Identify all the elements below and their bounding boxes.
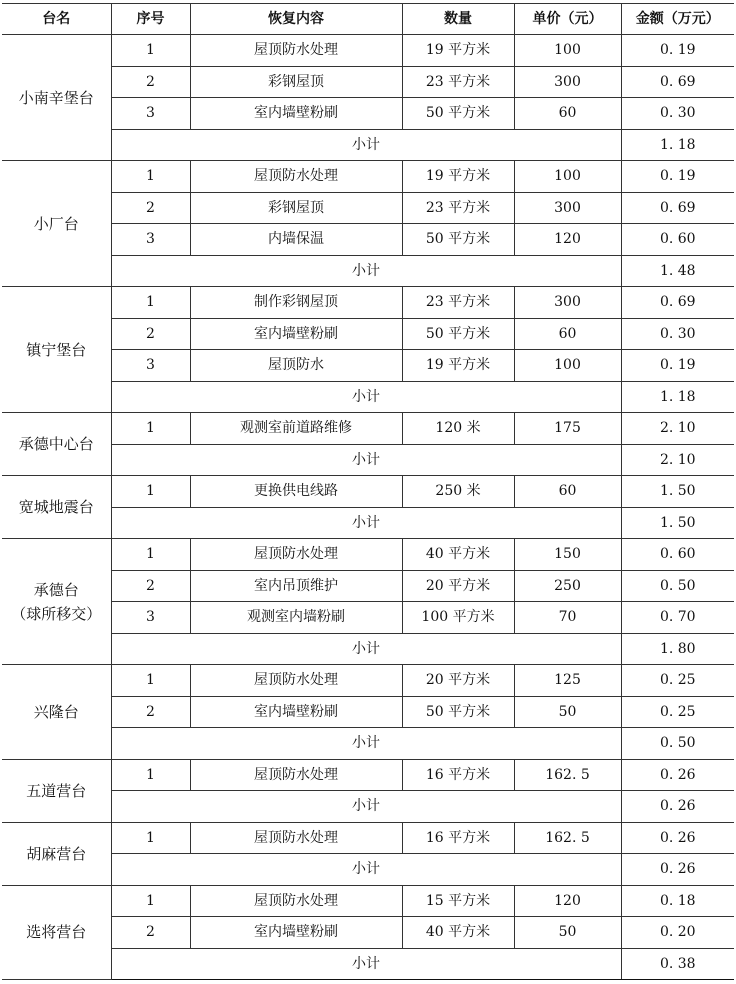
item-amount: 0. 30: [621, 318, 734, 350]
item-quantity: 16 平方米: [402, 759, 514, 791]
table-row: [2, 318, 734, 350]
item-unit-price: 60: [514, 476, 621, 508]
item-content: 室内吊顶维护: [190, 570, 402, 602]
station-name-cell: [2, 161, 111, 287]
item-quantity: 40 平方米: [402, 539, 514, 571]
item-unit-price: 162. 5: [514, 759, 621, 791]
item-amount: 0. 69: [621, 66, 734, 98]
subtotal-label: 小计: [111, 255, 621, 287]
item-content: 屋顶防水处理: [190, 665, 402, 697]
item-number: 3: [111, 224, 190, 256]
station-name: 小南辛堡台: [18, 88, 94, 107]
item-quantity: 50 平方米: [402, 98, 514, 130]
item-content: 内墙保温: [190, 224, 402, 256]
station-name-cell: [2, 476, 111, 539]
table-row: [2, 696, 734, 728]
item-amount: 0. 60: [621, 224, 734, 256]
item-unit-price: 300: [514, 192, 621, 224]
item-unit-price: 100: [514, 161, 621, 193]
item-quantity: 120 米: [402, 413, 514, 445]
item-number: 1: [111, 885, 190, 917]
subtotal-row: [2, 791, 734, 823]
item-unit-price: 125: [514, 665, 621, 697]
table-row: [2, 759, 734, 791]
item-number: 3: [111, 98, 190, 130]
item-number: 3: [111, 350, 190, 382]
item-amount: 0. 25: [621, 665, 734, 697]
subtotal-row: [2, 444, 734, 476]
item-content: 室内墙壁粉刷: [190, 98, 402, 130]
item-unit-price: 100: [514, 35, 621, 67]
station-name-cell: [2, 885, 111, 980]
item-content: 观测室内墙粉刷: [190, 602, 402, 634]
subtotal-amount: 1. 48: [621, 255, 734, 287]
item-quantity: 19 平方米: [402, 161, 514, 193]
item-amount: 0. 69: [621, 287, 734, 319]
item-unit-price: 162. 5: [514, 822, 621, 854]
item-quantity: 100 平方米: [402, 602, 514, 634]
subtotal-row: [2, 507, 734, 539]
subtotal-row: [2, 129, 734, 161]
item-amount: 0. 50: [621, 570, 734, 602]
subtotal-row: [2, 633, 734, 665]
header-unit-price: 单价（元）: [514, 4, 621, 35]
item-quantity: 20 平方米: [402, 665, 514, 697]
subtotal-amount: 0. 38: [621, 948, 734, 980]
item-number: 2: [111, 66, 190, 98]
item-amount: 0. 60: [621, 539, 734, 571]
item-content: 室内墙壁粉刷: [190, 917, 402, 949]
subtotal-amount: 1. 50: [621, 507, 734, 539]
item-content: 屋顶防水: [190, 350, 402, 382]
item-amount: 0. 19: [621, 35, 734, 67]
station-name: 宽城地震台: [18, 498, 94, 516]
station-name-cell: [2, 759, 111, 822]
item-unit-price: 60: [514, 98, 621, 130]
item-number: 1: [111, 35, 190, 67]
item-number: 1: [111, 539, 190, 571]
header-content: 恢复内容: [190, 4, 402, 35]
station-name: 选将营台: [26, 923, 87, 942]
station-name-cell: [2, 413, 111, 476]
station-name-cell: [2, 822, 111, 885]
table-row: [2, 917, 734, 949]
item-number: 1: [111, 665, 190, 697]
item-amount: 0. 19: [621, 161, 734, 193]
item-quantity: 23 平方米: [402, 287, 514, 319]
subtotal-label: 小计: [111, 444, 621, 476]
item-unit-price: 50: [514, 696, 621, 728]
item-number: 1: [111, 287, 190, 319]
header-row: [2, 4, 734, 35]
station-name: 承德台: [33, 580, 79, 599]
item-unit-price: 250: [514, 570, 621, 602]
subtotal-amount: 1. 18: [621, 129, 734, 161]
item-number: 2: [111, 318, 190, 350]
item-quantity: 20 平方米: [402, 570, 514, 602]
header-quantity: 数量: [402, 4, 514, 35]
item-unit-price: 100: [514, 350, 621, 382]
table-row: [2, 665, 734, 697]
item-amount: 0. 26: [621, 822, 734, 854]
station-name: 承德中心台: [18, 435, 94, 453]
table-row: [2, 98, 734, 130]
subtotal-amount: 1. 80: [621, 633, 734, 665]
table-row: [2, 476, 734, 508]
table-row: [2, 570, 734, 602]
item-unit-price: 120: [514, 224, 621, 256]
item-amount: 0. 20: [621, 917, 734, 949]
item-content: 屋顶防水处理: [190, 35, 402, 67]
item-quantity: 250 米: [402, 476, 514, 508]
item-amount: 2. 10: [621, 413, 734, 445]
item-quantity: 50 平方米: [402, 318, 514, 350]
repair-cost-table: [2, 3, 734, 980]
subtotal-label: 小计: [111, 507, 621, 539]
item-content: 屋顶防水处理: [190, 759, 402, 791]
subtotal-row: [2, 255, 734, 287]
table-row: [2, 885, 734, 917]
item-number: 3: [111, 602, 190, 634]
station-name-cell: [2, 35, 111, 161]
table-row: [2, 287, 734, 319]
item-number: 2: [111, 192, 190, 224]
item-unit-price: 70: [514, 602, 621, 634]
item-number: 1: [111, 759, 190, 791]
item-content: 室内墙壁粉刷: [190, 696, 402, 728]
header-station: 台名: [2, 4, 111, 35]
subtotal-label: 小计: [111, 129, 621, 161]
item-unit-price: 120: [514, 885, 621, 917]
item-quantity: 16 平方米: [402, 822, 514, 854]
station-name-cell: [2, 665, 111, 760]
item-quantity: 23 平方米: [402, 192, 514, 224]
subtotal-row: [2, 728, 734, 760]
table-row: [2, 539, 734, 571]
table-row: [2, 822, 734, 854]
item-quantity: 23 平方米: [402, 66, 514, 98]
item-quantity: 50 平方米: [402, 224, 514, 256]
item-content: 室内墙壁粉刷: [190, 318, 402, 350]
item-content: 屋顶防水处理: [190, 539, 402, 571]
table-row: [2, 602, 734, 634]
item-content: 制作彩钢屋顶: [190, 287, 402, 319]
header-number: 序号: [111, 4, 190, 35]
station-name: 五道营台: [26, 781, 87, 800]
item-quantity: 19 平方米: [402, 35, 514, 67]
table-row: [2, 35, 734, 67]
item-content: 观测室前道路维修: [190, 413, 402, 445]
item-content: 更换供电线路: [190, 476, 402, 508]
item-quantity: 40 平方米: [402, 917, 514, 949]
item-number: 2: [111, 570, 190, 602]
subtotal-label: 小计: [111, 791, 621, 823]
station-name: 镇宁堡台: [26, 340, 87, 359]
item-amount: 0. 30: [621, 98, 734, 130]
item-content: 屋顶防水处理: [190, 161, 402, 193]
item-quantity: 15 平方米: [402, 885, 514, 917]
item-unit-price: 300: [514, 287, 621, 319]
item-content: 彩钢屋顶: [190, 66, 402, 98]
item-amount: 1. 50: [621, 476, 734, 508]
item-content: 屋顶防水处理: [190, 822, 402, 854]
table-row: [2, 66, 734, 98]
item-unit-price: 150: [514, 539, 621, 571]
subtotal-label: 小计: [111, 854, 621, 886]
subtotal-row: [2, 854, 734, 886]
item-number: 2: [111, 917, 190, 949]
subtotal-row: [2, 948, 734, 980]
station-name-cell: [2, 539, 111, 665]
station-name-cell: [2, 287, 111, 413]
subtotal-label: 小计: [111, 728, 621, 760]
item-amount: 0. 19: [621, 350, 734, 382]
item-quantity: 19 平方米: [402, 350, 514, 382]
item-number: 2: [111, 696, 190, 728]
subtotal-amount: 2. 10: [621, 444, 734, 476]
subtotal-amount: 0. 26: [621, 791, 734, 823]
subtotal-label: 小计: [111, 948, 621, 980]
item-content: 彩钢屋顶: [190, 192, 402, 224]
item-amount: 0. 26: [621, 759, 734, 791]
item-unit-price: 50: [514, 917, 621, 949]
subtotal-amount: 1. 18: [621, 381, 734, 413]
subtotal-label: 小计: [111, 633, 621, 665]
item-unit-price: 300: [514, 66, 621, 98]
subtotal-amount: 0. 26: [621, 854, 734, 886]
table-row: [2, 413, 734, 445]
item-amount: 0. 25: [621, 696, 734, 728]
item-number: 1: [111, 413, 190, 445]
item-unit-price: 175: [514, 413, 621, 445]
item-number: 1: [111, 476, 190, 508]
item-number: 1: [111, 822, 190, 854]
table-row: [2, 192, 734, 224]
item-amount: 0. 69: [621, 192, 734, 224]
table-row: [2, 224, 734, 256]
subtotal-amount: 0. 50: [621, 728, 734, 760]
subtotal-row: [2, 381, 734, 413]
station-name: 胡麻营台: [26, 844, 87, 863]
header-amount: 金额（万元）: [621, 4, 734, 35]
item-unit-price: 60: [514, 318, 621, 350]
table-row: [2, 161, 734, 193]
station-name-note: （球所移交）: [11, 604, 102, 623]
item-number: 1: [111, 161, 190, 193]
subtotal-label: 小计: [111, 381, 621, 413]
item-content: 屋顶防水处理: [190, 885, 402, 917]
station-name: 兴隆台: [33, 702, 79, 721]
item-amount: 0. 18: [621, 885, 734, 917]
station-name: 小厂台: [33, 214, 79, 233]
item-quantity: 50 平方米: [402, 696, 514, 728]
item-amount: 0. 70: [621, 602, 734, 634]
table-row: [2, 350, 734, 382]
